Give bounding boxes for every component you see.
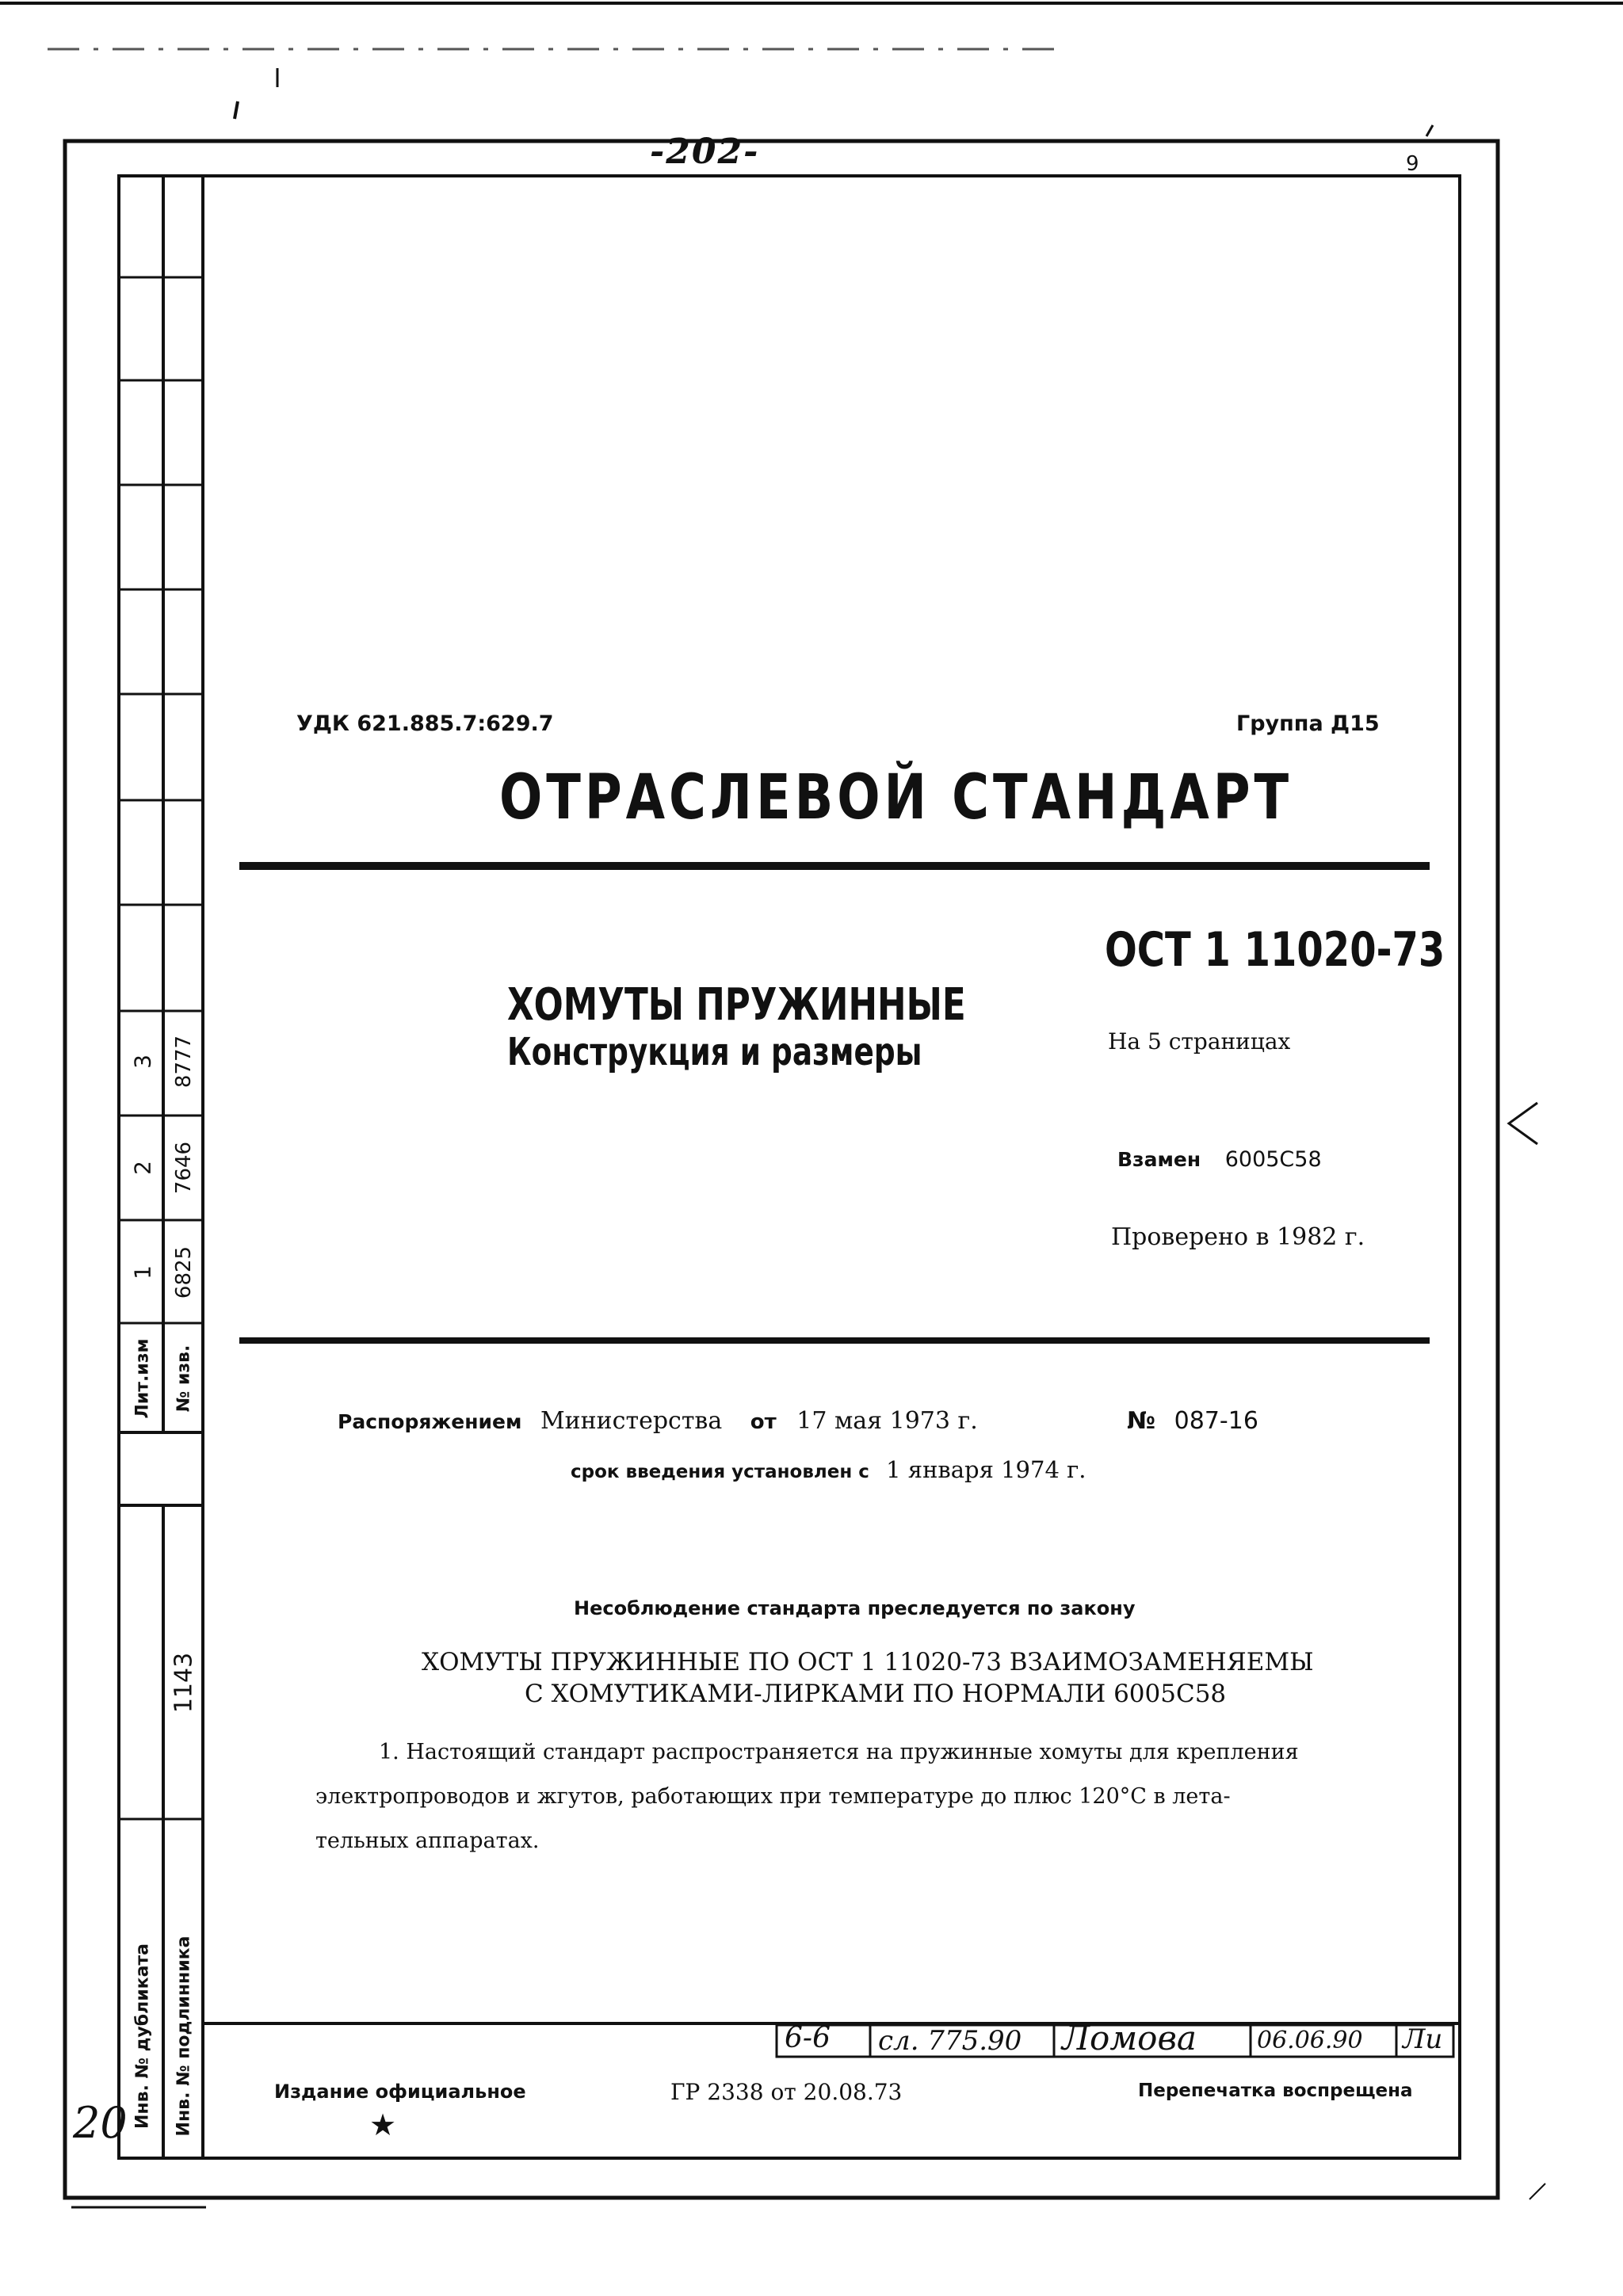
headline-line1: ХОМУТЫ ПРУЖИННЫЕ ПО ОСТ 1 11020-73 ВЗАИМОЗАМЕНЯЕМЫ xyxy=(422,1648,1314,1676)
notice-number-2: 7646 xyxy=(172,1141,196,1195)
group-code: Группа Д15 xyxy=(1236,711,1380,736)
revision-number-1: 1 xyxy=(129,1265,156,1280)
notice-number-1: 6825 xyxy=(172,1245,196,1299)
udc-code: УДК 621.885.7:629.7 xyxy=(296,711,554,736)
order-line xyxy=(338,1407,978,1435)
revision-cell-2: сл. 775.90 xyxy=(878,2025,1022,2057)
order-number xyxy=(1127,1407,1258,1435)
order-authority: Министерства xyxy=(540,1407,723,1435)
document-type-title: ОТРАСЛЕВОЙ СТАНДАРТ xyxy=(499,762,1293,833)
effective-term xyxy=(571,1456,1086,1483)
order-no-label: № xyxy=(1127,1407,1156,1435)
header-rule xyxy=(239,862,1430,870)
revision-number-2: 2 xyxy=(129,1161,156,1175)
standard-code: ОСТ 1 11020-73 xyxy=(1105,922,1445,978)
replaces-label: Взамен xyxy=(1117,1148,1201,1171)
corner-mark: 9 xyxy=(1406,152,1419,176)
term-label: срок введения установлен с xyxy=(571,1462,869,1482)
official-edition: Издание официальное xyxy=(274,2081,526,2103)
page-count: На 5 страницах xyxy=(1108,1028,1291,1055)
registration-number: ГР 2338 от 20.08.73 xyxy=(670,2079,903,2105)
reprint-prohibited: Перепечатка воспрещена xyxy=(1138,2081,1413,2101)
revision-number-3: 3 xyxy=(129,1055,156,1069)
inv-duplicate-label: Инв. № дубликата xyxy=(132,1943,153,2130)
archive-number: 1143 xyxy=(170,1652,198,1714)
revision-cell-3: Ломова xyxy=(1062,2019,1197,2058)
legal-notice: Несоблюдение стандарта преследуется по закону xyxy=(574,1597,1136,1619)
replaces-value: 6005С58 xyxy=(1224,1147,1322,1172)
star-icon: ★ xyxy=(369,2107,397,2142)
order-date: 17 мая 1973 г. xyxy=(796,1407,978,1435)
standard-name-line1: ХОМУТЫ ПРУЖИННЫЕ xyxy=(507,979,966,1031)
notice-no-label: № изв. xyxy=(174,1344,194,1413)
paragraph-line3: тельных аппаратах. xyxy=(315,1829,540,1853)
replaces xyxy=(1117,1147,1322,1172)
order-label: Распоряжением xyxy=(338,1410,522,1433)
paragraph-line1: 1. Настоящий стандарт распространяется на пружинные хомуты для крепления xyxy=(379,1740,1299,1764)
term-date: 1 января 1974 г. xyxy=(886,1456,1086,1483)
middle-rule xyxy=(239,1337,1430,1344)
lit-izm-label: Лит.изм xyxy=(132,1338,153,1419)
revision-cell-5: Ли xyxy=(1403,2023,1443,2055)
page-number: -202- xyxy=(650,132,760,172)
standard-name-line2: Конструкция и размеры xyxy=(507,1030,922,1074)
handwritten-left-number: 20 xyxy=(73,2098,128,2148)
order-no-value: 087-16 xyxy=(1174,1407,1258,1435)
notice-number-3: 8777 xyxy=(172,1035,196,1089)
paragraph-line2: электропроводов и жгутов, работающих при температуре до плюс 120°С в лета- xyxy=(315,1784,1231,1809)
checked-year: Проверено в 1982 г. xyxy=(1111,1223,1365,1251)
headline-line2: С ХОМУТИКАМИ-ЛИРКАМИ ПО НОРМАЛИ 6005С58 xyxy=(525,1680,1227,1708)
order-from: от xyxy=(750,1410,777,1434)
revision-cell-4: 06.06.90 xyxy=(1257,2027,1363,2054)
revision-cell-1: 6-6 xyxy=(785,2022,831,2054)
inv-original-label: Инв. № подлинника xyxy=(174,1936,194,2137)
